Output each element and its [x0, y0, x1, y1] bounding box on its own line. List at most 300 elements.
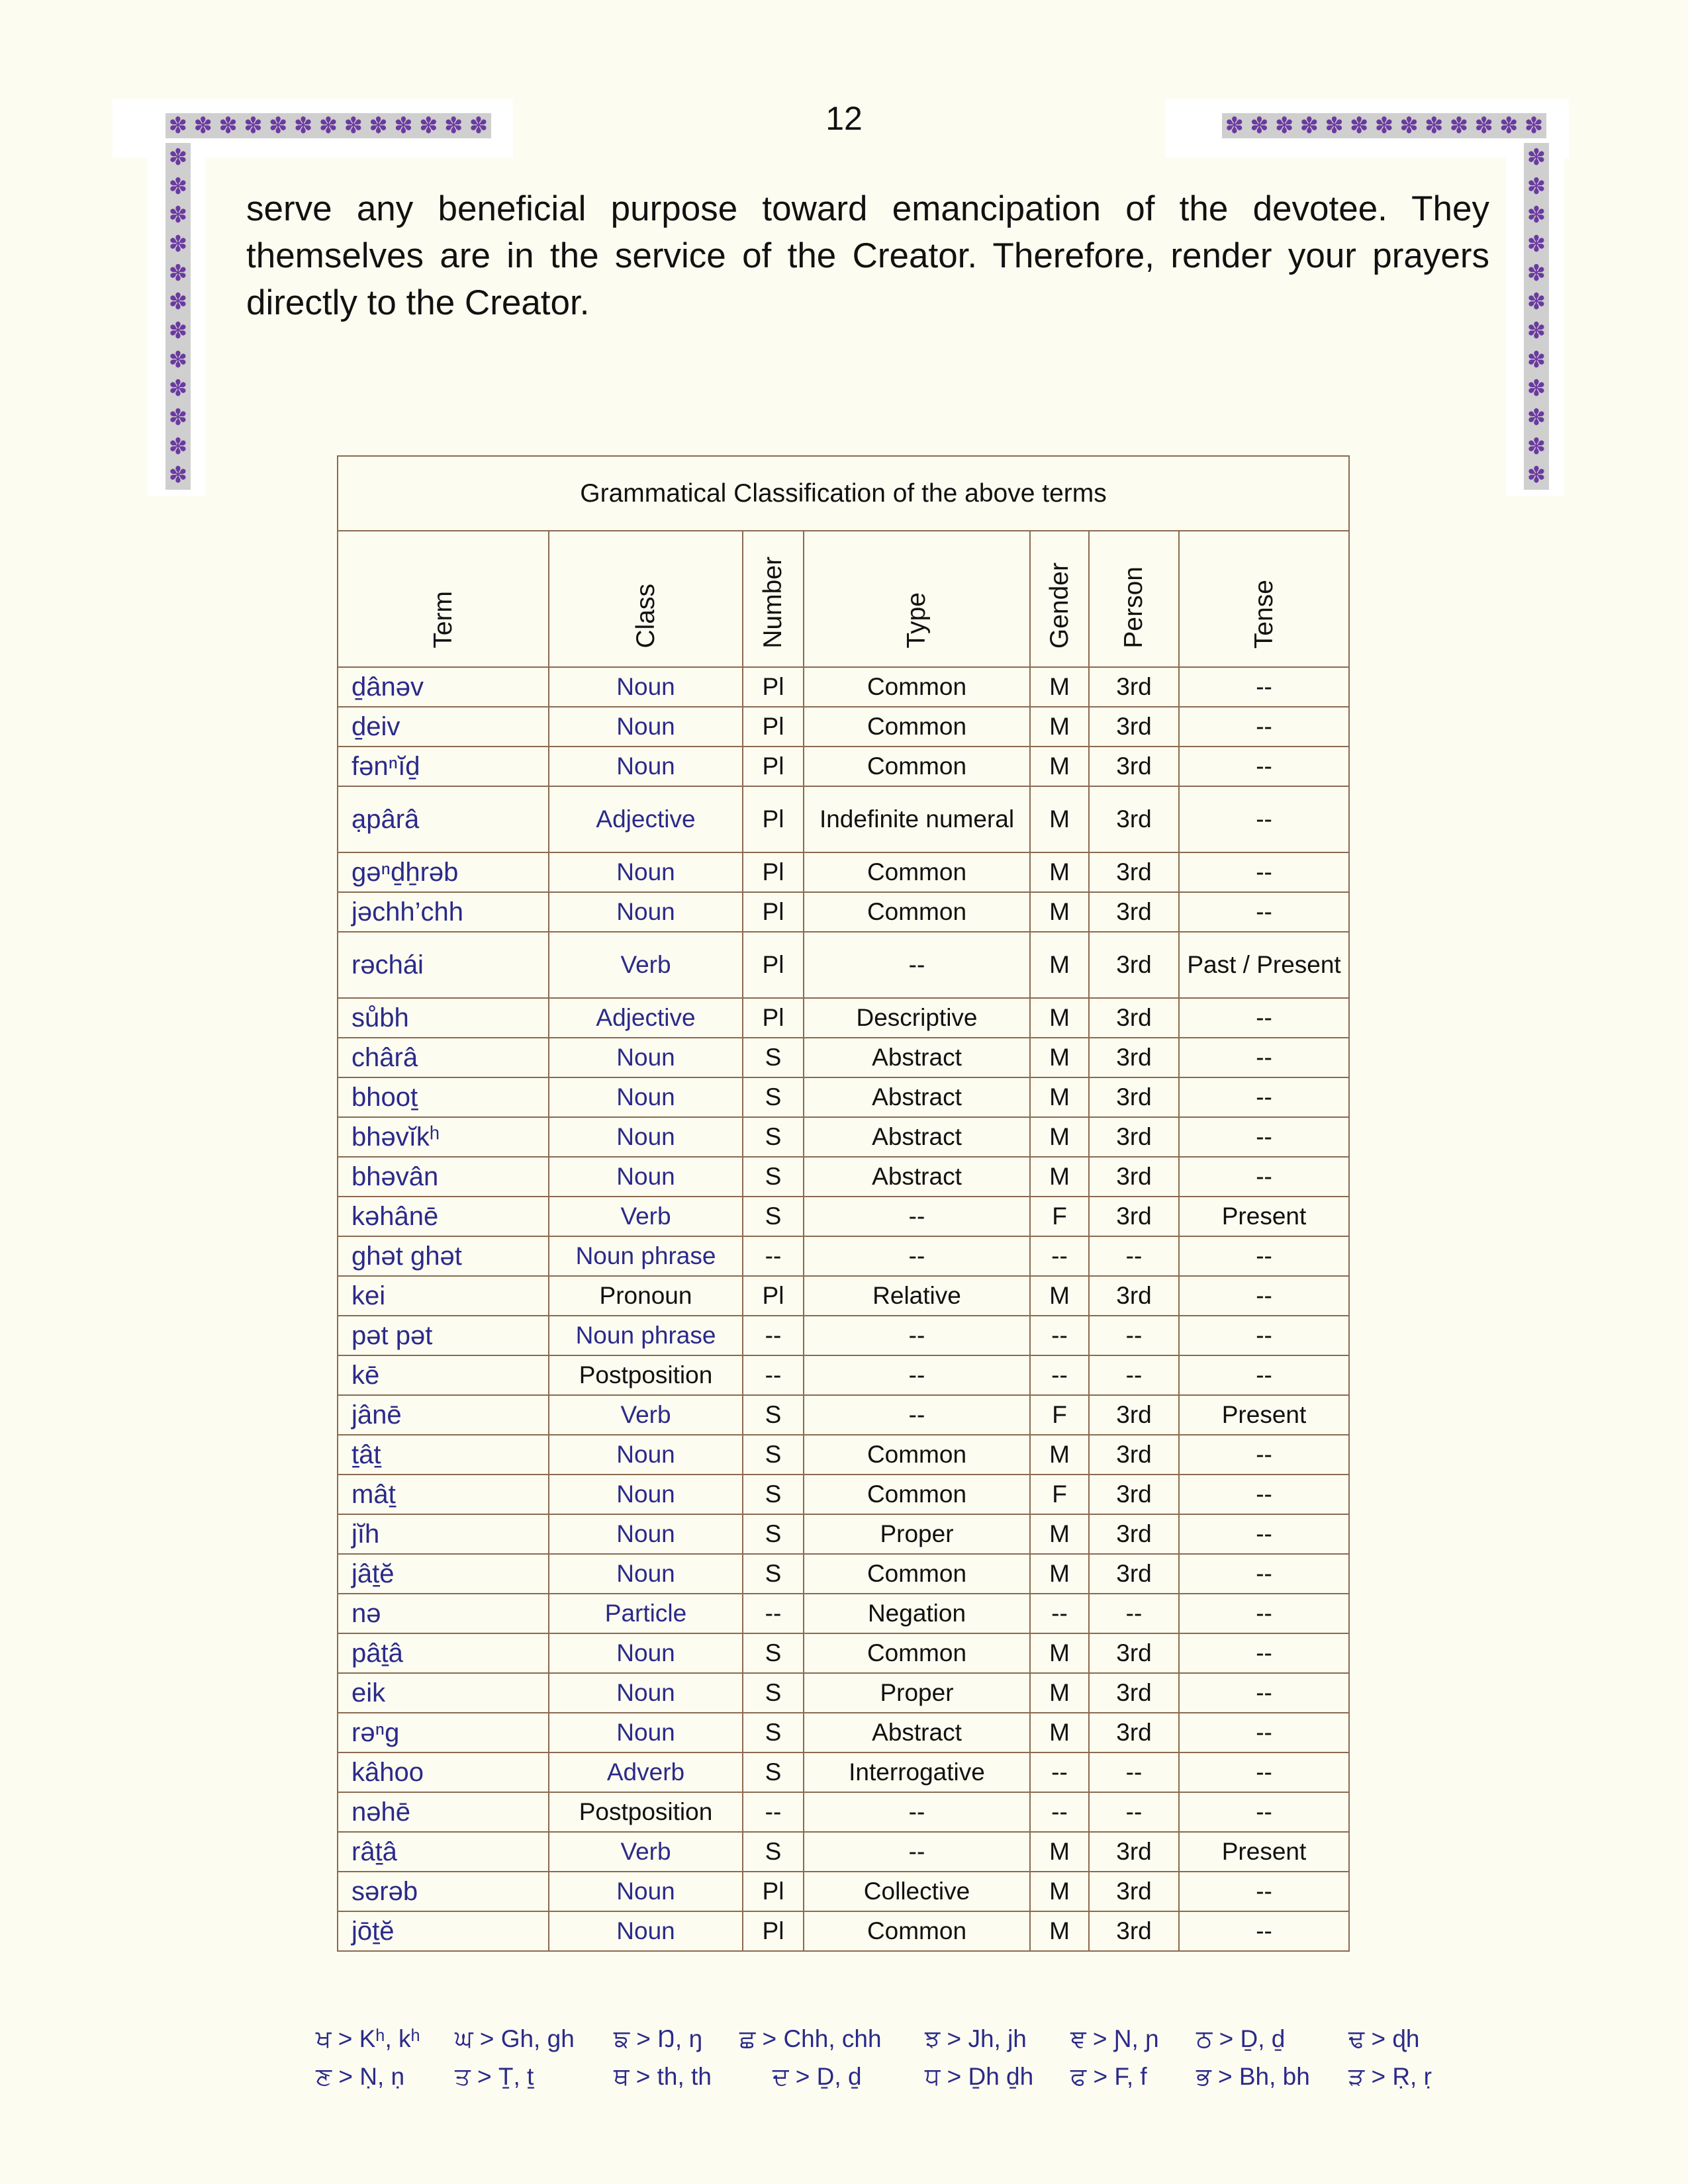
term-cell: bhəvĭkʰ [338, 1117, 549, 1157]
tense-cell: -- [1179, 1475, 1349, 1514]
table-row [338, 667, 1349, 707]
type-cell: Collective [804, 1872, 1030, 1911]
person-cell: 3rd [1089, 1276, 1179, 1316]
table-row [338, 1157, 1349, 1197]
number-cell: -- [743, 1316, 804, 1355]
class-cell: Noun [549, 1554, 743, 1594]
table-row [338, 1236, 1349, 1276]
person-cell: 3rd [1089, 998, 1179, 1038]
number-cell: S [743, 1395, 804, 1435]
person-cell: 3rd [1089, 1832, 1179, 1872]
number-cell: S [743, 1038, 804, 1077]
header-number [743, 531, 804, 667]
term-cell: rəⁿg [338, 1713, 549, 1752]
person-cell: 3rd [1089, 1475, 1179, 1514]
type-cell: Indefinite numeral [804, 786, 1030, 852]
class-cell: Verb [549, 1395, 743, 1435]
class-cell: Noun phrase [549, 1236, 743, 1276]
gender-cell: M [1030, 1276, 1089, 1316]
tense-cell: -- [1179, 1872, 1349, 1911]
number-cell: S [743, 1077, 804, 1117]
class-cell: Particle [549, 1594, 743, 1633]
class-cell: Pronoun [549, 1276, 743, 1316]
table-row [338, 1673, 1349, 1713]
term-cell: gəⁿḏẖrəb [338, 852, 549, 892]
term-cell: kâhoo [338, 1752, 549, 1792]
person-cell: 3rd [1089, 892, 1179, 932]
type-cell: -- [804, 932, 1030, 998]
flower-ornament-icon: ✽ [168, 346, 188, 373]
tense-cell: -- [1179, 747, 1349, 786]
tense-cell: Present [1179, 1832, 1349, 1872]
flower-ornament-icon: ✽ [1425, 113, 1444, 138]
transliteration-mapping: ਞ > Ɲ, ɲ [1070, 2025, 1159, 2052]
table-body [338, 667, 1349, 1951]
number-cell: Pl [743, 1276, 804, 1316]
flower-ornament-icon: ✽ [293, 113, 313, 138]
class-cell: Noun [549, 1673, 743, 1713]
type-cell: Descriptive [804, 998, 1030, 1038]
flower-ornament-icon: ✽ [269, 113, 288, 138]
transliteration-mapping: ਦ > Ḏ, ḏ [773, 2063, 862, 2090]
type-cell: Common [804, 1911, 1030, 1951]
class-cell: Noun [549, 1117, 743, 1157]
tense-cell: -- [1179, 1316, 1349, 1355]
person-cell: 3rd [1089, 1633, 1179, 1673]
class-cell: Noun [549, 747, 743, 786]
flower-ornament-icon: ✽ [1526, 375, 1546, 402]
flower-ornament-icon: ✽ [1526, 462, 1546, 489]
table-row [338, 1395, 1349, 1435]
tense-cell: -- [1179, 1117, 1349, 1157]
number-cell: Pl [743, 998, 804, 1038]
flower-ornament-icon: ✽ [1526, 404, 1546, 431]
type-cell: Abstract [804, 1077, 1030, 1117]
table-row [338, 1713, 1349, 1752]
person-cell: 3rd [1089, 747, 1179, 786]
term-cell: jânē [338, 1395, 549, 1435]
term-cell: râṯâ [338, 1832, 549, 1872]
gender-cell: M [1030, 747, 1089, 786]
tense-cell: -- [1179, 1276, 1349, 1316]
page-number: 12 [825, 100, 863, 137]
person-cell: 3rd [1089, 1117, 1179, 1157]
gender-cell: M [1030, 1514, 1089, 1554]
transliteration-mapping: ਧ > Ḏh ḏh [925, 2063, 1034, 2090]
table-row [338, 1435, 1349, 1475]
table-row [338, 1077, 1349, 1117]
tense-cell: -- [1179, 1355, 1349, 1395]
header-type [804, 531, 1030, 667]
term-cell: nəhē [338, 1792, 549, 1832]
tense-cell: -- [1179, 1077, 1349, 1117]
transliteration-mapping: ਝ > Jh, jh [925, 2025, 1027, 2052]
number-cell: -- [743, 1355, 804, 1395]
gender-cell: -- [1030, 1236, 1089, 1276]
table-row [338, 1038, 1349, 1077]
flower-ornament-icon: ✽ [1299, 113, 1319, 138]
tense-cell: -- [1179, 1792, 1349, 1832]
gender-cell: F [1030, 1395, 1089, 1435]
number-cell: Pl [743, 667, 804, 707]
number-cell: S [743, 1752, 804, 1792]
flower-ornament-icon: ✽ [1526, 202, 1546, 229]
tense-cell: -- [1179, 1514, 1349, 1554]
term-cell: jōṯĕ [338, 1911, 549, 1951]
term-cell: eik [338, 1673, 549, 1713]
type-cell: Proper [804, 1514, 1030, 1554]
tense-cell: -- [1179, 1554, 1349, 1594]
table-row [338, 1792, 1349, 1832]
class-cell: Noun [549, 1475, 743, 1514]
flower-ornament-icon: ✽ [1526, 433, 1546, 460]
person-cell: 3rd [1089, 852, 1179, 892]
decorative-border-left [165, 143, 191, 490]
flower-ornament-icon: ✽ [218, 113, 238, 138]
class-cell: Adjective [549, 786, 743, 852]
person-cell: -- [1089, 1316, 1179, 1355]
transliteration-mapping: ਭ > Bh, bh [1196, 2063, 1310, 2090]
transliteration-mapping: ੜ > Ṛ, ṛ [1348, 2063, 1432, 2090]
gender-cell: M [1030, 1554, 1089, 1594]
type-cell: Common [804, 707, 1030, 747]
header-term-label: Term [428, 591, 457, 649]
flower-ornament-icon: ✽ [1449, 113, 1469, 138]
transliteration-mapping: ਠ > Ḏ, ḏ [1196, 2025, 1286, 2052]
gender-cell: M [1030, 1911, 1089, 1951]
table-row [338, 1276, 1349, 1316]
gender-cell: M [1030, 998, 1089, 1038]
tense-cell: -- [1179, 786, 1349, 852]
class-cell: Noun [549, 1038, 743, 1077]
term-cell: bhəvân [338, 1157, 549, 1197]
table-row [338, 1872, 1349, 1911]
term-cell: jəchh’chh [338, 892, 549, 932]
type-cell: Abstract [804, 1038, 1030, 1077]
gender-cell: M [1030, 1872, 1089, 1911]
flower-ornament-icon: ✽ [168, 404, 188, 431]
table-row [338, 1514, 1349, 1554]
table-row [338, 1554, 1349, 1594]
table-row [338, 1197, 1349, 1236]
flower-ornament-icon: ✽ [1526, 259, 1546, 287]
type-cell: Proper [804, 1673, 1030, 1713]
header-tense [1179, 531, 1349, 667]
flower-ornament-icon: ✽ [168, 317, 188, 344]
term-cell: nə [338, 1594, 549, 1633]
person-cell: 3rd [1089, 1911, 1179, 1951]
class-cell: Adverb [549, 1752, 743, 1792]
tense-cell: -- [1179, 1911, 1349, 1951]
term-cell: mâṯ [338, 1475, 549, 1514]
number-cell: S [743, 1435, 804, 1475]
header-class-label: Class [631, 584, 660, 649]
table-caption: Grammatical Classification of the above terms [338, 456, 1349, 531]
gender-cell: M [1030, 932, 1089, 998]
term-cell: kei [338, 1276, 549, 1316]
person-cell: -- [1089, 1236, 1179, 1276]
transliteration-mapping: ਥ > th, th [614, 2063, 712, 2090]
flower-ornament-icon: ✽ [168, 173, 188, 200]
class-cell: Noun [549, 707, 743, 747]
flower-ornament-icon: ✽ [168, 289, 188, 316]
person-cell: 3rd [1089, 932, 1179, 998]
class-cell: Noun [549, 852, 743, 892]
term-cell: kəhânē [338, 1197, 549, 1236]
transliteration-mapping: ਣ > Ṇ, ṇ [316, 2063, 405, 2090]
class-cell: Noun [549, 1514, 743, 1554]
term-cell: pâṯâ [338, 1633, 549, 1673]
term-cell: pət pət [338, 1316, 549, 1355]
class-cell: Postposition [549, 1792, 743, 1832]
tense-cell: -- [1179, 1038, 1349, 1077]
person-cell: 3rd [1089, 1514, 1179, 1554]
person-cell: 3rd [1089, 1395, 1179, 1435]
header-class [549, 531, 743, 667]
type-cell: Common [804, 747, 1030, 786]
term-cell: bhooṯ [338, 1077, 549, 1117]
flower-ornament-icon: ✽ [1526, 317, 1546, 344]
number-cell: S [743, 1673, 804, 1713]
flower-ornament-icon: ✽ [1526, 289, 1546, 316]
person-cell: 3rd [1089, 786, 1179, 852]
class-cell: Noun [549, 1911, 743, 1951]
type-cell: Relative [804, 1276, 1030, 1316]
gender-cell: M [1030, 892, 1089, 932]
term-cell: kē [338, 1355, 549, 1395]
tense-cell: Present [1179, 1395, 1349, 1435]
type-cell: Common [804, 892, 1030, 932]
flower-ornament-icon: ✽ [1526, 144, 1546, 171]
number-cell: Pl [743, 892, 804, 932]
term-cell: ạpârâ [338, 786, 549, 852]
flower-ornament-icon: ✽ [168, 462, 188, 489]
transliteration-mapping: ਤ > Ṯ, ṯ [455, 2063, 534, 2090]
flower-ornament-icon: ✽ [469, 113, 489, 138]
type-cell: Negation [804, 1594, 1030, 1633]
class-cell: Noun [549, 892, 743, 932]
number-cell: S [743, 1554, 804, 1594]
table-row [338, 707, 1349, 747]
class-cell: Postposition [549, 1355, 743, 1395]
type-cell: -- [804, 1395, 1030, 1435]
type-cell: Common [804, 1475, 1030, 1514]
flower-ornament-icon: ✽ [1374, 113, 1394, 138]
type-cell: Common [804, 1435, 1030, 1475]
header-number-label: Number [759, 557, 787, 649]
tense-cell: -- [1179, 852, 1349, 892]
gender-cell: F [1030, 1475, 1089, 1514]
tense-cell: -- [1179, 1752, 1349, 1792]
person-cell: 3rd [1089, 1673, 1179, 1713]
class-cell: Adjective [549, 998, 743, 1038]
number-cell: S [743, 1514, 804, 1554]
footer-transliteration-row-2 [316, 2063, 1441, 2096]
number-cell: S [743, 1832, 804, 1872]
number-cell: Pl [743, 786, 804, 852]
number-cell: S [743, 1713, 804, 1752]
table-row [338, 786, 1349, 852]
flower-ornament-icon: ✽ [168, 433, 188, 460]
tense-cell: -- [1179, 1157, 1349, 1197]
tense-cell: Past / Present [1179, 932, 1349, 998]
person-cell: 3rd [1089, 1197, 1179, 1236]
gender-cell: -- [1030, 1594, 1089, 1633]
type-cell: Abstract [804, 1713, 1030, 1752]
gender-cell: M [1030, 1077, 1089, 1117]
flower-ornament-icon: ✽ [318, 113, 338, 138]
gender-cell: M [1030, 707, 1089, 747]
flower-ornament-icon: ✽ [344, 113, 363, 138]
person-cell: 3rd [1089, 1713, 1179, 1752]
type-cell: -- [804, 1355, 1030, 1395]
gender-cell: M [1030, 1832, 1089, 1872]
term-cell: jâṯĕ [338, 1554, 549, 1594]
tense-cell: -- [1179, 1633, 1349, 1673]
number-cell: S [743, 1117, 804, 1157]
person-cell: 3rd [1089, 1435, 1179, 1475]
type-cell: Common [804, 852, 1030, 892]
tense-cell: -- [1179, 667, 1349, 707]
term-cell: ḏânəv [338, 667, 549, 707]
class-cell: Noun [549, 667, 743, 707]
person-cell: 3rd [1089, 667, 1179, 707]
type-cell: Abstract [804, 1157, 1030, 1197]
type-cell: -- [804, 1792, 1030, 1832]
table-row [338, 747, 1349, 786]
header-type-label: Type [902, 592, 931, 649]
number-cell: -- [743, 1792, 804, 1832]
header-gender [1030, 531, 1089, 667]
gender-cell: -- [1030, 1752, 1089, 1792]
flower-ornament-icon: ✽ [419, 113, 438, 138]
grammar-table [337, 455, 1350, 1952]
term-cell: ghət ghət [338, 1236, 549, 1276]
class-cell: Verb [549, 1197, 743, 1236]
header-term [338, 531, 549, 667]
flower-ornament-icon: ✽ [168, 375, 188, 402]
flower-ornament-icon: ✽ [1274, 113, 1294, 138]
number-cell: Pl [743, 1872, 804, 1911]
type-cell: Common [804, 1554, 1030, 1594]
type-cell: -- [804, 1236, 1030, 1276]
gender-cell: M [1030, 1673, 1089, 1713]
person-cell: 3rd [1089, 1872, 1179, 1911]
number-cell: S [743, 1633, 804, 1673]
transliteration-mapping: ਛ > Chh, chh [739, 2025, 882, 2052]
table-row [338, 1117, 1349, 1157]
gender-cell: M [1030, 1157, 1089, 1197]
number-cell: S [743, 1197, 804, 1236]
gender-cell: F [1030, 1197, 1089, 1236]
tense-cell: Present [1179, 1197, 1349, 1236]
tense-cell: -- [1179, 1236, 1349, 1276]
flower-ornament-icon: ✽ [168, 113, 188, 138]
gender-cell: -- [1030, 1355, 1089, 1395]
gender-cell: M [1030, 1038, 1089, 1077]
person-cell: 3rd [1089, 1038, 1179, 1077]
table-row [338, 1594, 1349, 1633]
gender-cell: M [1030, 667, 1089, 707]
flower-ornament-icon: ✽ [444, 113, 463, 138]
term-cell: chârâ [338, 1038, 549, 1077]
person-cell: -- [1089, 1752, 1179, 1792]
tense-cell: -- [1179, 892, 1349, 932]
flower-ornament-icon: ✽ [369, 113, 388, 138]
class-cell: Noun [549, 1077, 743, 1117]
class-cell: Verb [549, 1832, 743, 1872]
class-cell: Noun [549, 1872, 743, 1911]
type-cell: -- [804, 1316, 1030, 1355]
table-row [338, 932, 1349, 998]
flower-ornament-icon: ✽ [1225, 113, 1244, 138]
table-row [338, 1355, 1349, 1395]
table-row [338, 998, 1349, 1038]
table-row [338, 1832, 1349, 1872]
footer-transliteration-row-1 [316, 2025, 1441, 2058]
tense-cell: -- [1179, 1673, 1349, 1713]
flower-ornament-icon: ✽ [1325, 113, 1344, 138]
flower-ornament-icon: ✽ [1499, 113, 1519, 138]
header-gender-label: Gender [1045, 562, 1074, 649]
class-cell: Noun [549, 1633, 743, 1673]
transliteration-mapping: ਫ > F, f [1070, 2063, 1147, 2090]
type-cell: -- [804, 1197, 1030, 1236]
tense-cell: -- [1179, 1594, 1349, 1633]
number-cell: -- [743, 1594, 804, 1633]
gender-cell: M [1030, 786, 1089, 852]
person-cell: -- [1089, 1355, 1179, 1395]
table-row [338, 1316, 1349, 1355]
table-row [338, 1475, 1349, 1514]
table-row [338, 1633, 1349, 1673]
table-header-row [338, 531, 1349, 667]
term-cell: rəchái [338, 932, 549, 998]
gender-cell: M [1030, 1713, 1089, 1752]
person-cell: -- [1089, 1792, 1179, 1832]
term-cell: sərəb [338, 1872, 549, 1911]
flower-ornament-icon: ✽ [168, 259, 188, 287]
flower-ornament-icon: ✽ [168, 202, 188, 229]
class-cell: Noun [549, 1713, 743, 1752]
class-cell: Noun phrase [549, 1316, 743, 1355]
number-cell: Pl [743, 852, 804, 892]
flower-ornament-icon: ✽ [244, 113, 263, 138]
flower-ornament-icon: ✽ [1474, 113, 1493, 138]
number-cell: -- [743, 1236, 804, 1276]
header-person [1089, 531, 1179, 667]
table-row [338, 1911, 1349, 1951]
table-row [338, 1752, 1349, 1792]
tense-cell: -- [1179, 707, 1349, 747]
transliteration-mapping: ਘ > Gh, gh [455, 2025, 575, 2052]
person-cell: 3rd [1089, 1554, 1179, 1594]
gender-cell: M [1030, 1117, 1089, 1157]
flower-ornament-icon: ✽ [1526, 230, 1546, 257]
number-cell: Pl [743, 747, 804, 786]
term-cell: sůbh [338, 998, 549, 1038]
person-cell: 3rd [1089, 1157, 1179, 1197]
type-cell: Common [804, 1633, 1030, 1673]
type-cell: Abstract [804, 1117, 1030, 1157]
flower-ornament-icon: ✽ [1526, 173, 1546, 200]
flower-ornament-icon: ✽ [1250, 113, 1269, 138]
header-tense-label: Tense [1249, 579, 1278, 649]
flower-ornament-icon: ✽ [1399, 113, 1419, 138]
class-cell: Noun [549, 1435, 743, 1475]
number-cell: Pl [743, 932, 804, 998]
flower-ornament-icon: ✽ [193, 113, 213, 138]
